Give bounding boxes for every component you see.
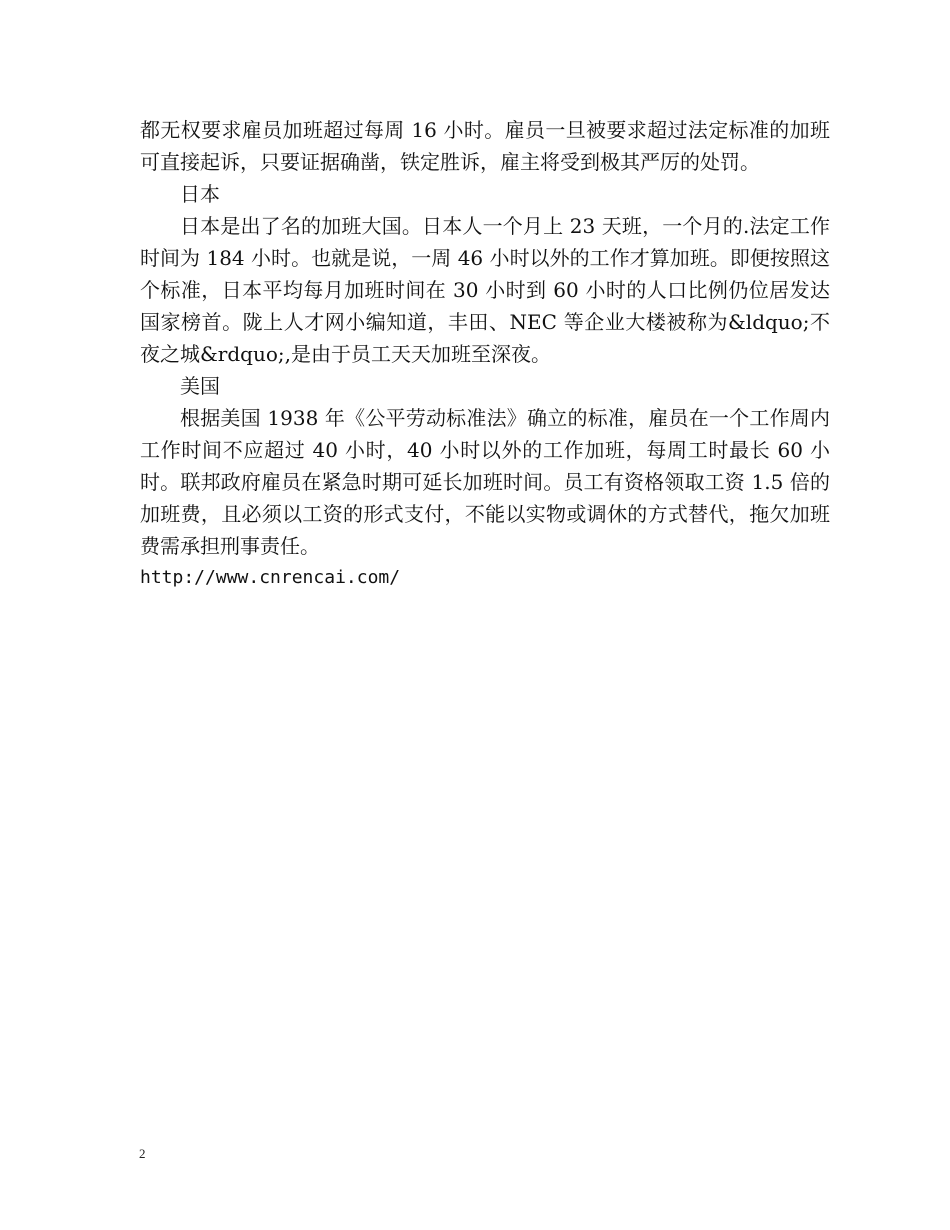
paragraph-continuation: 都无权要求雇员加班超过每周 16 小时。雇员一旦被要求超过法定标准的加班可直接起诉，只要证据确凿，铁定胜诉，雇主将受到极其严厉的处罚。	[140, 118, 830, 174]
source-url: http://www.cnrencai.com/	[140, 567, 401, 588]
section-heading-japan: 日本	[180, 182, 220, 206]
section-heading-usa: 美国	[180, 374, 220, 398]
paragraph-usa: 根据美国 1938 年《公平劳动标准法》确立的标准，雇员在一个工作周内工作时间不应超过 40 小时，40 小时以外的工作加班，每周工时最长 60 小时。联邦政府雇员在紧急时期可延长加班时间。员工有资格领取工资 1.5 倍的加班费，且必须以工资的形式支付，不能以实物或调休的方式替代，拖欠加班费需承担刑事责任。	[140, 406, 830, 558]
paragraph-japan: 日本是出了名的加班大国。日本人一个月上 23 天班，一个月的.法定工作时间为 184 小时。也就是说，一周 46 小时以外的工作才算加班。即便按照这个标准，日本平均每月加班时间在 30 小时到 60 小时的人口比例仍位居发达国家榜首。陇上人才网小编知道，丰田、NEC 等企业大楼被称为&ldquo;不夜之城&rdquo;,是由于员工天天加班至深夜。	[140, 214, 830, 366]
document-body	[140, 114, 830, 594]
page-number: 2	[139, 1146, 146, 1161]
